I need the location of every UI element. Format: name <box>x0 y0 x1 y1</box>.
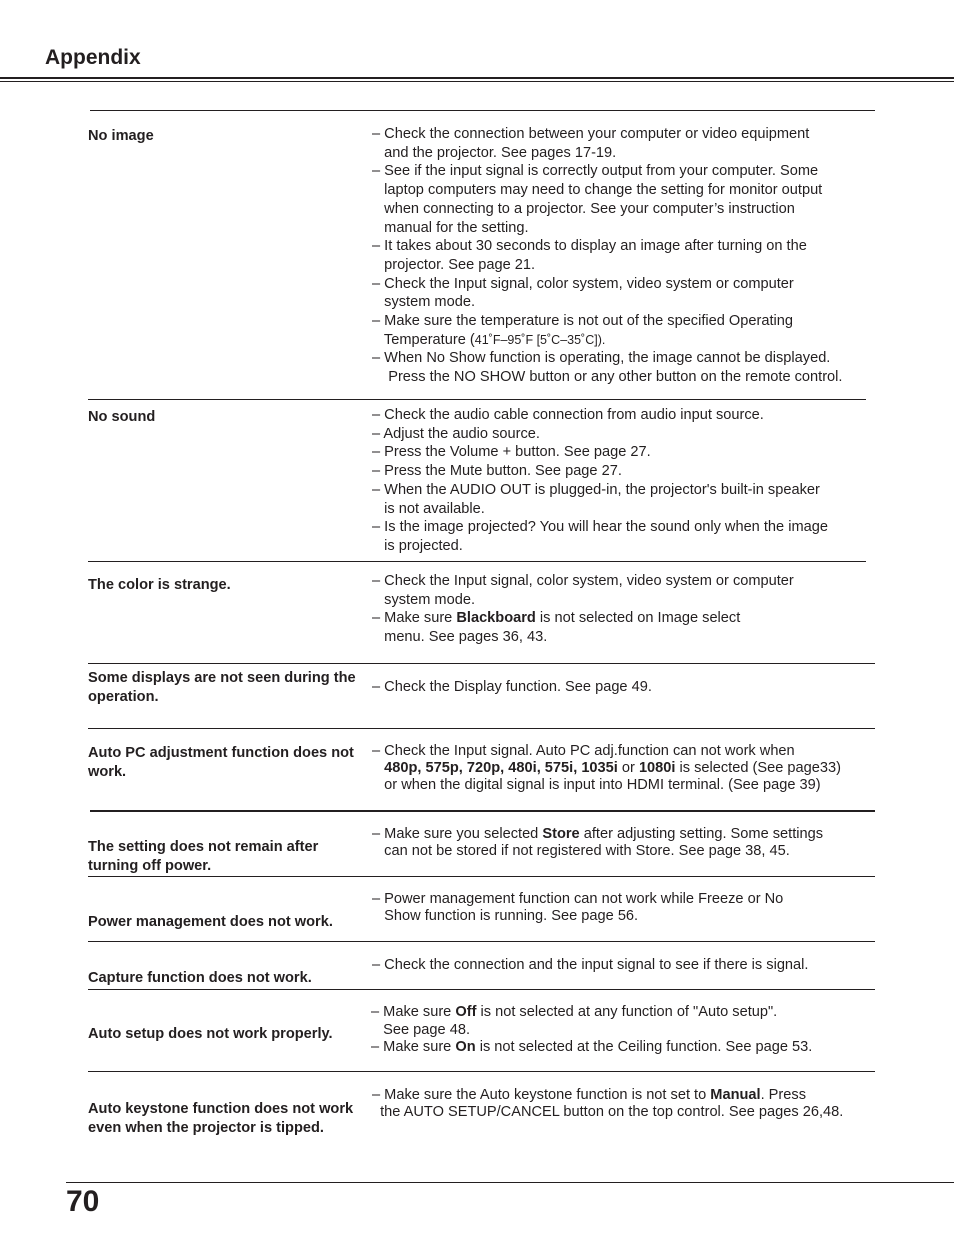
row-divider <box>88 561 866 562</box>
text-suffix: . Press <box>760 1087 806 1103</box>
solution-line: – When the AUDIO OUT is plugged-in, the projector's built-in speaker <box>372 481 820 498</box>
on-term: On <box>455 1039 476 1055</box>
problem-no-sound: No sound <box>88 409 156 425</box>
row-divider <box>88 663 875 664</box>
row-divider <box>88 989 875 990</box>
format-list: 480p, 575p, 720p, 480i, 575i, 1035i <box>384 760 618 776</box>
solution-line: – Press the Mute button. See page 27. <box>372 463 622 480</box>
text-prefix: – Make sure the Auto keystone function is not set to <box>372 1087 711 1103</box>
solution-line-store <box>372 826 882 843</box>
problem-setting-not-remain: The setting does not remain after turning off power. <box>88 839 319 874</box>
text-prefix: – Make sure <box>371 1004 456 1020</box>
solutions-auto-keystone <box>372 1087 882 1121</box>
solutions-setting-not-remain <box>372 826 882 860</box>
text-suffix: is not selected at the Ceiling function. See page 53. <box>475 1039 813 1055</box>
text-or: or <box>617 760 639 776</box>
solutions-displays-not-seen <box>372 678 882 697</box>
solution-line: the AUTO SETUP/CANCEL button on the top control. See pages 26,48. <box>372 1104 844 1120</box>
row-divider <box>88 876 875 877</box>
header-rule-thin <box>0 81 954 82</box>
solutions-no-sound <box>372 406 882 556</box>
problem-auto-keystone: Auto keystone function does not work even when the projector is tipped. <box>88 1101 354 1136</box>
row-divider <box>88 728 875 729</box>
problem-no-image: No image <box>88 128 154 144</box>
solutions-power-management <box>372 891 882 925</box>
solution-line-formats <box>372 760 882 777</box>
solution-line: See page 48. <box>371 1021 470 1038</box>
solution-line: can not be stored if not registered with Store. See page 38, 45. <box>372 843 790 859</box>
problem-auto-pc-adjustment: Auto PC adjustment function does not work. <box>88 745 354 780</box>
solution-line: Show function is running. See page 56. <box>372 908 639 924</box>
solutions-auto-pc-adjustment <box>372 743 882 794</box>
solution-line-off <box>371 1004 881 1022</box>
problem-auto-setup: Auto setup does not work properly. <box>88 1026 333 1042</box>
store-term: Store <box>542 826 580 842</box>
solution-line: – Check the connection and the input signal to see if there is signal. <box>372 957 809 973</box>
solution-line: and the projector. See pages 17-19. <box>372 144 617 161</box>
text-suffix: is selected (See page33) <box>675 760 841 776</box>
temperature-prefix: Temperature ( <box>372 331 475 348</box>
solutions-no-image <box>372 125 882 387</box>
text-suffix: after adjusting setting. Some settings <box>579 826 824 842</box>
solution-line: Press the NO SHOW button or any other button on the remote control. <box>372 369 843 386</box>
text-suffix: is not selected on Image select <box>535 610 741 627</box>
page-section-title: Appendix <box>45 46 141 69</box>
row-divider <box>88 399 866 400</box>
solution-line: system mode. <box>372 294 475 311</box>
text-prefix: – Make sure <box>371 1039 456 1055</box>
solution-line: – Press the Volume + button. See page 27. <box>372 444 651 461</box>
solution-line: – Check the Input signal, color system, video system or computer <box>372 275 794 292</box>
solution-line-on <box>371 1039 881 1057</box>
solution-line: system mode. <box>372 591 475 608</box>
solution-line-blackboard <box>372 609 882 628</box>
solution-line-temperature <box>372 331 882 350</box>
solution-line-manual <box>372 1087 882 1104</box>
text-suffix: is not selected at any function of "Auto setup". <box>476 1004 778 1020</box>
solution-line: – Check the connection between your computer or video equipment <box>372 126 810 142</box>
off-term: Off <box>455 1004 477 1020</box>
solution-line: – Is the image projected? You will hear the sound only when the image <box>372 519 828 536</box>
problem-color-strange: The color is strange. <box>88 577 231 593</box>
solution-line: or when the digital signal is input into HDMI terminal. (See page 39) <box>372 777 821 793</box>
footer-rule <box>66 1182 954 1183</box>
solution-line: – Adjust the audio source. <box>372 425 540 442</box>
solution-line: – Check the Input signal, color system, video system or computer <box>372 573 794 589</box>
solution-line: – Check the Input signal. Auto PC adj.function can not work when <box>372 743 795 759</box>
solution-line: – When No Show function is operating, the image cannot be displayed. <box>372 350 831 367</box>
text-prefix: – Make sure you selected <box>372 826 543 842</box>
solution-line: menu. See pages 36, 43. <box>372 629 548 646</box>
format-1080i: 1080i <box>638 760 676 776</box>
row-divider <box>88 1071 875 1072</box>
table-top-rule <box>90 110 875 111</box>
manual-term: Manual <box>710 1087 761 1103</box>
row-divider <box>88 941 875 942</box>
page-number: 70 <box>66 1185 100 1218</box>
solution-line: is projected. <box>372 537 463 554</box>
solutions-color-strange <box>372 572 882 647</box>
solutions-capture-function <box>372 956 882 975</box>
solution-line: manual for the setting. <box>372 219 529 236</box>
solution-line: – It takes about 30 seconds to display an image after turning on the <box>372 238 807 255</box>
solution-line: when connecting to a projector. See your computer’s instruction <box>372 200 795 217</box>
problem-capture-function: Capture function does not work. <box>88 970 312 986</box>
row-divider <box>90 810 875 812</box>
solutions-auto-setup <box>371 1004 881 1057</box>
solution-line: – Check the Display function. See page 49. <box>372 679 652 695</box>
temperature-range: 41˚F–95˚F [5˚C–35˚C]). <box>474 332 606 347</box>
header-rule <box>0 77 954 79</box>
blackboard-term: Blackboard <box>456 610 536 627</box>
solution-line: – Make sure the temperature is not out of the specified Operating <box>372 313 794 330</box>
solution-line: projector. See page 21. <box>372 256 536 273</box>
text-prefix: – Make sure <box>372 610 457 627</box>
problem-displays-not-seen: Some displays are not seen during the operation. <box>88 670 356 705</box>
solution-line: laptop computers may need to change the setting for monitor output <box>372 182 823 199</box>
solution-line: – Check the audio cable connection from audio input source. <box>372 407 764 423</box>
solution-line: – Power management function can not work while Freeze or No <box>372 891 784 907</box>
problem-power-management: Power management does not work. <box>88 914 333 930</box>
solution-line: – See if the input signal is correctly output from your computer. Some <box>372 163 819 180</box>
solution-line: is not available. <box>372 500 485 517</box>
